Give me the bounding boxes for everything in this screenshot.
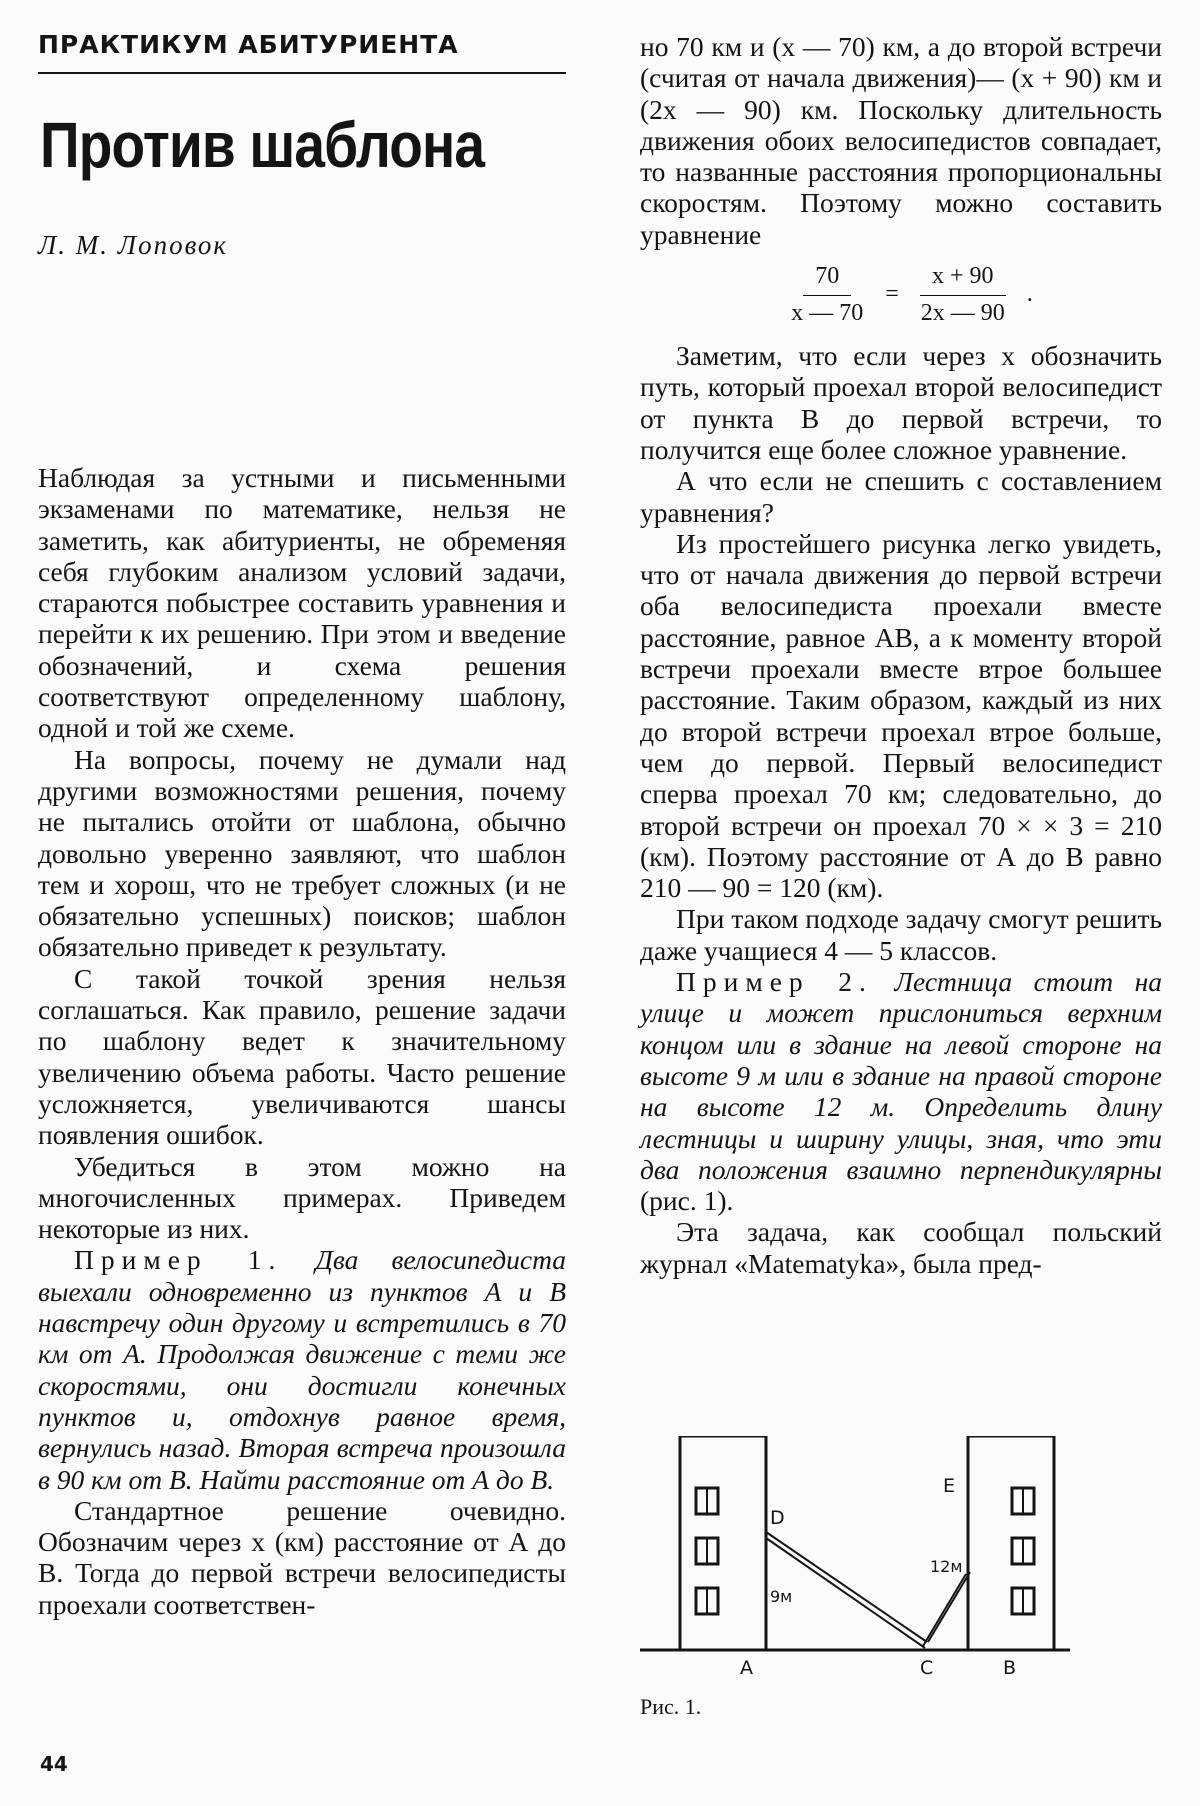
- left-body: [38, 462, 566, 1620]
- equals-sign: =: [885, 281, 899, 308]
- paragraph: но 70 км и (x — 70) км, а до второй встречи (считая от начала движения)— (x + 90) км и (2x — 90) км. Поскольку длительность движения обоих велосипедистов совпадает, то названные расстояния пропорциональны скоростям. Поэтому можно составить уравнение: [640, 31, 1162, 250]
- ladder-rail-right-a: [928, 1572, 970, 1642]
- paragraph: Заметим, что если через x обозначить путь, который проехал второй велосипедист от пункта В до первой встречи, то получится еще более сложное уравнение.: [640, 340, 1162, 465]
- paragraph: При таком подходе задачу смогут решить даже учащиеся 4 — 5 классов.: [640, 903, 1162, 966]
- period: .: [1026, 281, 1033, 308]
- paragraph: С такой точкой зрения нельзя соглашаться. Как правило, решение задачи по шаблону ведет к значительному увеличению объема работы. Часто решение усложняется, увеличиваются шансы появления ошибок.: [38, 962, 566, 1151]
- paragraph: Из простейшего рисунка легко увидеть, что от начала движения до первой встречи оба велосипедиста проехали вместе расстояние, равное АВ, а к моменту второй встречи проехали вместе втрое большее расстояние. Таким образом, каждый из них до второй встречи проехал втрое больше, чем до первой. Первый велосипедист сперва проехал 70 км; следовательно, до второй встречи он проехал 70 × × 3 = 210 (км). Поэтому расстояние от А до В равно 210 — 90 = 120 (км).: [640, 527, 1162, 904]
- author: Л. М. Лоповок: [38, 230, 229, 260]
- label-b: B: [1003, 1657, 1017, 1679]
- numerator: x + 90: [920, 261, 1006, 295]
- height-right: 12м: [930, 1557, 963, 1576]
- label-a: A: [740, 1657, 753, 1679]
- paragraph: Стандартное решение очевидно. Обозначим через x (км) расстояние от А до В. Тогда до первой встречи велосипедисты проехали соответствен-: [38, 1494, 566, 1620]
- paragraph: На вопросы, почему не думали над другими возможностями решения, почему не пытались отойти от шаблона, обычно довольно уверенно заявляют, что шаблон тем и хорош, что не требует сложных (и не обязательно успешных) поисков; шаблон обязательно приведет к результату.: [38, 743, 566, 963]
- page-number: 44: [40, 1752, 68, 1776]
- denominator: x — 70: [791, 299, 864, 326]
- label-c: C: [920, 1657, 934, 1679]
- numerator: 70: [803, 261, 851, 295]
- example-2: [640, 966, 1162, 1216]
- example-text: Лестница стоит на улице и может прислониться верхним концом или в здание на левой стороне на высоте 9 м или в здание на правой стороне на высоте 12 м. Определить длину лестницы и ширину улицы, зная, что эти два положения взаимно перпендикулярны: [640, 966, 1163, 1185]
- figure-caption: Рис. 1.: [640, 1694, 702, 1719]
- equation: [640, 250, 1162, 340]
- fraction-left: [779, 261, 875, 329]
- ladder-rail-right-b: [923, 1574, 966, 1646]
- left-building: [680, 1436, 766, 1650]
- section-heading: ПРАКТИКУМ АБИТУРИЕНТА: [38, 30, 459, 59]
- heading-rule: [38, 72, 566, 74]
- paragraph: Эта задача, как сообщал польский журнал «Matematyka», была пред-: [640, 1216, 1162, 1279]
- paragraph: А что если не спешить с составлением уравнения?: [640, 465, 1162, 528]
- ladder-figure: [640, 1436, 1162, 1726]
- example-text: Два велосипедиста выехали одновременно из пунктов А и В навстречу один другому и встретились в 70 км от А. Продолжая движение с теми же скоростями, они достигли конечных пунктов и, отдохнув равное время, вернулись назад. Вторая встреча произошла в 90 км от В. Найти расстояние от А до В.: [38, 1244, 567, 1495]
- height-left: 9м: [770, 1587, 793, 1606]
- label-e: E: [943, 1475, 956, 1497]
- denominator: 2x — 90: [920, 299, 1005, 326]
- figure-ref: (рис. 1).: [640, 1185, 734, 1217]
- article-title: Против шаблона: [40, 109, 485, 181]
- paragraph: Наблюдая за устными и письменными экзаменами по математике, нельзя не заметить, как абитуриенты, не обременяя себя глубоким анализом условий задачи, стараются побыстрее составить уравнения и перейти к их решению. При этом и введение обозначений, и схема решения соответствуют определенному шаблону, одной и той же схеме.: [38, 462, 566, 744]
- paragraph: Убедиться в этом можно на многочисленных примерах. Приведем некоторые из них.: [38, 1150, 566, 1245]
- example-1: [38, 1244, 566, 1494]
- example-label: Пример 2.: [676, 966, 873, 998]
- right-body: [640, 31, 1162, 1279]
- right-windows: [1012, 1488, 1034, 1614]
- example-label: Пример 1.: [74, 1244, 283, 1276]
- fraction-right: [909, 261, 1017, 329]
- left-windows: [696, 1488, 718, 1614]
- label-d: D: [770, 1507, 785, 1529]
